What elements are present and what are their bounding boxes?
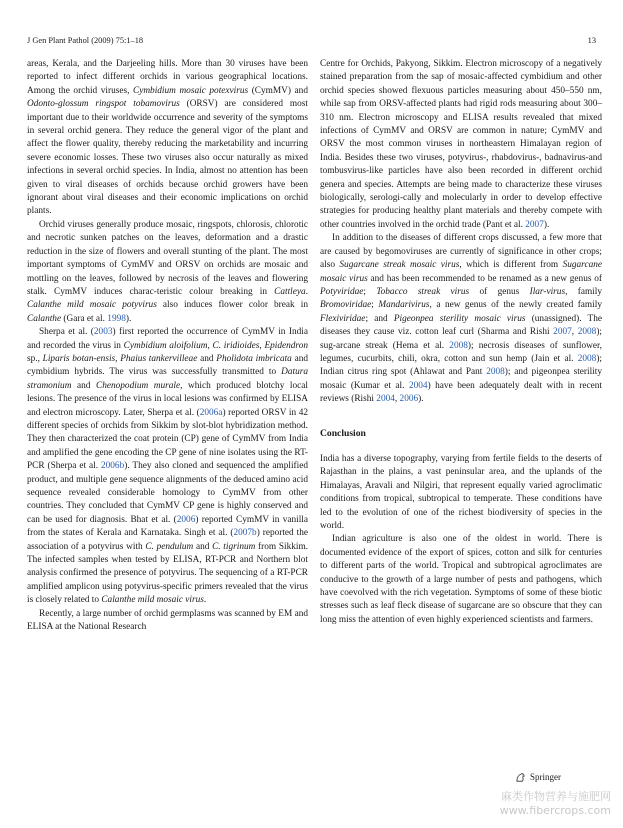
publisher-logo — [515, 770, 561, 784]
publisher-name: Springer — [530, 772, 561, 782]
page-number: 13 — [587, 36, 596, 45]
paragraph: Orchid viruses generally produce mosaic, ringspots, chlorosis, chlorotic and necrotic sunken patches on the leaves, deformation and a drastic reduction in the size of flowers and overall stunting of the plant. The most important symptoms of CymMV and ORSV on orchids are mosaic and mottling on the leaves, followed by necrosis of the leaves and flowering stalk. CymMV induces charac-teristic colour breaking in Cattleya. Calanthe mild mosaic potyvirus also induces flower color break in Calanthe (Gara et al. 1998). — [27, 219, 308, 324]
left-column — [27, 58, 308, 634]
paragraph: Recently, a large number of orchid germplasms was scanned by EM and ELISA at the National Research — [27, 608, 308, 633]
right-column-body — [320, 58, 602, 407]
conclusion-body — [320, 453, 602, 627]
right-column — [320, 58, 602, 627]
paragraph: Indian agriculture is also one of the oldest in world. There is documented evidence of the export of spices, cotton and silk for centuries to different parts of the world. Tropical and subtropical agroclimates are conducive to the growth of a large number of pests and pathogens, which have coevolved with the rich vegetation. Symptoms of some of these biotic stresses such as leaf fleck disease of sugarcane are so obscure that they can long miss the attention of even highly experienced scientists and farmers. — [320, 534, 602, 625]
journal-citation: J Gen Plant Pathol (2009) 75:1–18 — [27, 36, 144, 45]
conclusion-heading: Conclusion — [320, 427, 366, 439]
springer-horse-icon — [515, 772, 526, 783]
paragraph: Sherpa et al. (2003) first reported the occurrence of CymMV in India and recorded the virus in Cymbidium aloifolium, C. iridioides, Epidendron sp., Liparis botan-ensis, Phaius tankervilleae and Pholidota imbricata and cymbidium hybrids. The virus was successfully transmitted to Datura stramonium and Chenopodium murale, which produced blotchy local lesions. The presence of the virus in local lesions was confirmed by ELISA and electron microscopy. Later, Sherpa et al. (2006a) reported ORSV in 42 different species of orchids from Sikkim by slot-blot hybridization method. They then characterized the coat protein (CP) gene of CymMV from India and amplified the gene encoding the CP gene of nine isolates using the RT-PCR (Sherpa et al. 2006b). They also cloned and sequenced the amplified product, and multiple gene sequence alignments of the deduced amino acid sequence revealed considerable homology to CymMV from other countries. They concluded that CymMV CP gene is highly conserved and can be used for diagnosis. Bhat et al. (2006) reported CymMV in vanilla from the states of Kerala and Karnataka. Singh et al. (2007b) reported the association of a potyvirus with C. pendulum and C. tigrinum from Sikkim. The infected samples when tested by ELISA, RT-PCR and Northern blot analysis confirmed the presence of potyvirus. The sequencing of a RT-PCR amplified amplicon using potyvirus-specific primers revealed that the virus is closely related to Calanthe mild mosaic virus. — [27, 327, 309, 606]
paragraph: Centre for Orchids, Pakyong, Sikkim. Electron microscopy of a negatively stained preparation from the sap of mosaic-affected cymbidium and other orchid species showed flexuous particles measuring about 450–550 nm, while sap from ORSV-affected plants had rigid rods measuring about 300–310 nm. Electron microscopy and ELISA results revealed that mixed infections of CymMV and ORSV are common in nature; CymMV and ORSV the most common viruses in northeastern Himalayan region of India. Besides these two viruses, potyvirus-, rhabdovirus-, badnavirus-and tombusvirus-like particles have also been recorded in different orchid genera and species. Attempts are being made to characterize these viruses biologically, serologi-cally and molecularly in order to develop effective strategies for producing healthy plant materials and thereby compete with other countries involved in the orchid trade (Pant et al. 2007). — [320, 59, 602, 230]
paragraph: India has a diverse topography, varying from fertile fields to the deserts of Rajasthan in the plains, a vast peninsular area, and the uplands of the Himalayas, Aravali and Nilgiri, that represent equally varied agroclimatic conditions from tropical, subtropical to temperate. These conditions have led to the evolution of one of the richest biodiversity of species in the world. — [320, 453, 602, 531]
watermark-url: www.fibercrops.com — [499, 804, 611, 817]
watermark-title: 麻类作物营养与施肥网 — [501, 790, 611, 803]
paragraph: areas, Kerala, and the Darjeeling hills. More than 30 viruses have been reported to infect different orchids in various geographical locations. Among the orchid viruses, Cymbidium mosaic potexvirus (CymMV) and Odonto-glossum ringspot tobamovirus (ORSV) are considered most important due to their worldwide occurrence and severity of the symptoms in several orchid genera. They reduce the general vigor of the plant and affect the flower quality, thereby reducing the marketability and incurring severe economic losses. These two viruses also occur naturally as mixed infections in several orchid species. In India, almost no attention has been given to viral diseases of orchids because orchid growers have been ignorant about viral diseases and their economic implications on orchid plants. — [27, 59, 308, 217]
paragraph: In addition to the diseases of different crops discussed, a few more that are caused by begomoviruses are currently of significance in other crops; also Sugarcane streak mosaic virus, which is different from Sugarcane mosaic virus and has been recommended to be renamed as a new genus of Potyviridae; Tobacco streak virus of genus Ilar-virus, family Bromoviridae; Mandarivirus, a new genus of the newly created family Flexiviridae; and Pigeonpea sterility mosaic virus (unassigned). The diseases they cause viz. cotton leaf curl (Sharma and Rishi 2007, 2008); sug-arcane streak (Hema et al. 2008); necrosis diseases of sunflower, legumes, cucurbits, chili, okra, cotton and sun hemp (Jain et al. 2008); Indian citrus ring spot (Ahlawat and Pant 2008); and pigeonpea sterility mosaic (Kumar et al. 2004) have been adequately dealt with in recent reviews (Rishi 2004, 2006). — [320, 233, 603, 405]
running-header — [27, 34, 596, 48]
watermark — [500, 790, 611, 818]
